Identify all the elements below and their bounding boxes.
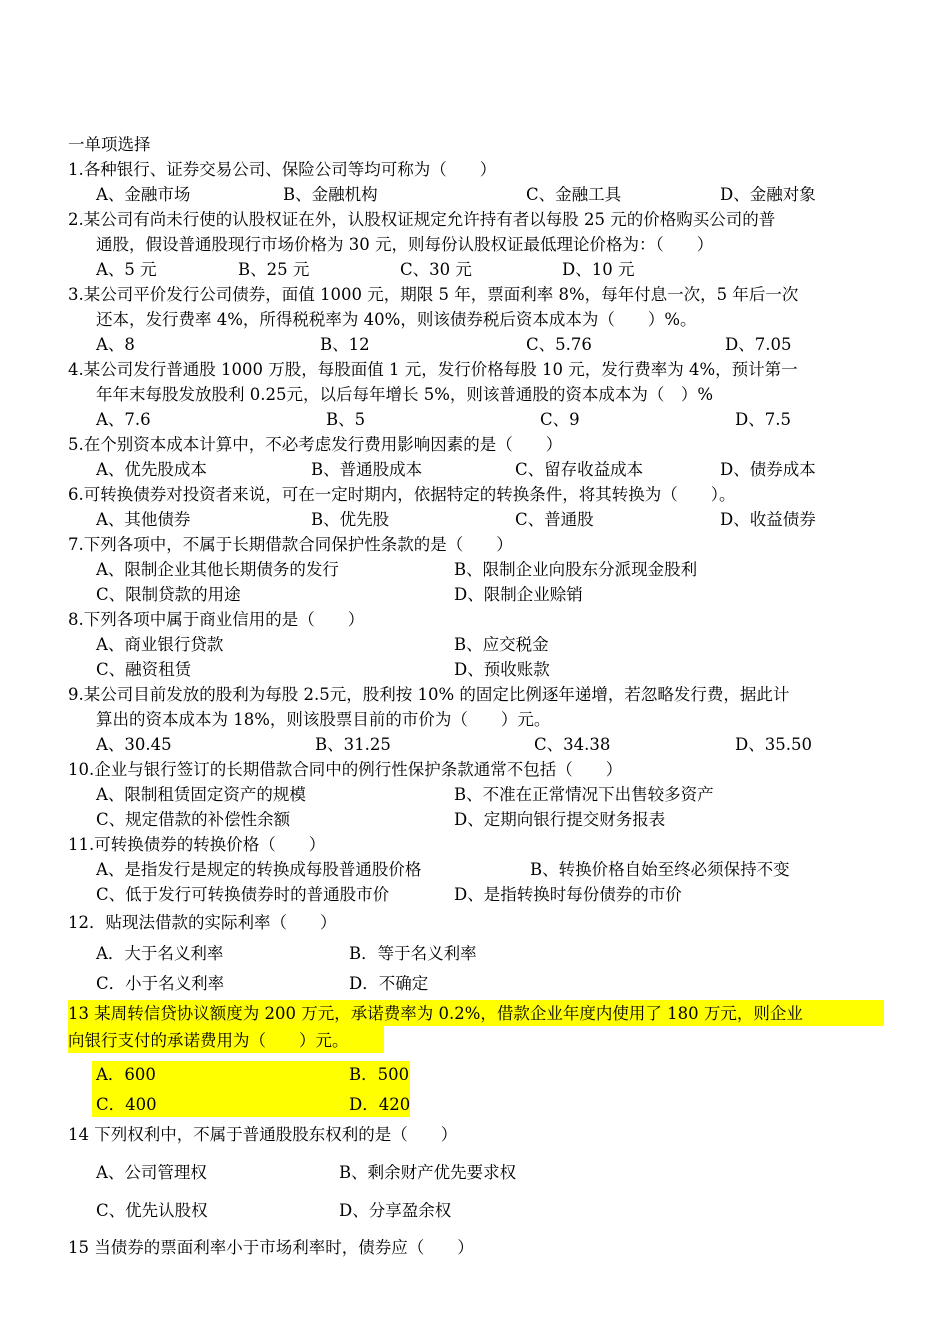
option-d: D．420 [349,1095,411,1114]
option-b: B．等于名义利率 [349,944,477,963]
option-a: A、是指发行是规定的转换成每股普通股价格 [96,860,422,879]
option-d: D、金融对象 [720,185,816,204]
question-stem: 5.在个别资本成本计算中，不必考虑发行费用影响因素的是（ ） [68,435,563,454]
option-c: C．小于名义利率 [96,974,225,993]
option-a: A、其他债券 [96,510,191,529]
option-a: A、商业银行贷款 [96,635,224,654]
option-c: C．400 [96,1095,157,1114]
question-stem: 12．贴现法借款的实际利率（ ） [68,913,337,932]
option-a: A、优先股成本 [96,460,207,479]
option-c: C、限制贷款的用途 [96,585,241,604]
option-b: B、25 元 [238,260,310,279]
option-c: C、融资租赁 [96,660,192,679]
option-d: D、预收账款 [454,660,550,679]
option-a: A、8 [96,335,135,354]
option-b: B、31.25 [315,735,391,754]
question-stem-continued: 还本，发行费率 4%，所得税税率为 40%，则该债券税后资本成本为（ ）%。 [96,310,697,329]
option-a: A、7.6 [96,410,151,429]
section-title: 一单项选择 [68,135,151,154]
option-d: D、是指转换时每份债券的市价 [454,885,682,904]
option-c: C、30 元 [400,260,472,279]
option-d: D、债券成本 [720,460,816,479]
option-d: D、定期向银行提交财务报表 [454,810,666,829]
option-a: A、公司管理权 [96,1163,207,1182]
question-stem-continued: 年年末每股发放股利 0.25元，以后每年增长 5%，则该普通股的资本成本为（ ）% [96,385,714,404]
option-d: D、7.5 [735,410,791,429]
option-c: C、9 [540,410,580,429]
option-b: B、剩余财产优先要求权 [339,1163,517,1182]
question-stem: 14 下列权利中，不属于普通股股东权利的是（ ） [68,1125,458,1144]
option-c: C、低于发行可转换债券时的普通股市价 [96,885,390,904]
option-c: C、34.38 [534,735,611,754]
option-a: A、限制企业其他长期债务的发行 [96,560,339,579]
option-d: D、10 元 [562,260,635,279]
option-b: B、转换价格自始至终必须保持不变 [530,860,790,879]
option-c: C、优先认股权 [96,1201,208,1220]
option-c: C、金融工具 [526,185,622,204]
option-d: D、7.05 [725,335,792,354]
question-stem: 4.某公司发行普通股 1000 万股，每股面值 1 元，发行价格每股 10 元，发行费率为 4%，预计第一 [68,360,798,379]
option-a: A．大于名义利率 [96,944,224,963]
question-stem: 9.某公司目前发放的股利为每股 2.5元，股利按 10% 的固定比例逐年递增，若忽略发行费，据此计 [68,685,790,704]
option-b: B、5 [326,410,366,429]
option-b: B、应交税金 [454,635,549,654]
question-stem-continued-highlighted: 向银行支付的承诺费用为（ ）元。 [68,1031,349,1050]
question-stem-highlighted: 13 某周转信贷协议额度为 200 万元，承诺费率为 0.2%，借款企业年度内使用了 180 万元，则企业 [68,1004,803,1023]
option-a: A、5 元 [96,260,157,279]
option-d: D、35.50 [735,735,812,754]
option-b: B、12 [320,335,370,354]
question-stem: 10.企业与银行签订的长期借款合同中的例行性保护条款通常不包括（ ） [68,760,623,779]
option-d: D、分享盈余权 [339,1201,452,1220]
option-a: A、30.45 [96,735,172,754]
option-b: B．500 [349,1065,410,1084]
question-stem: 11.可转换债券的转换价格（ ） [68,835,326,854]
option-b: B、普通股成本 [311,460,423,479]
option-d: D、收益债券 [720,510,816,529]
option-b: B、优先股 [311,510,390,529]
question-stem-continued: 算出的资本成本为 18%，则该股票目前的市价为（ ）元。 [96,710,551,729]
question-stem: 6.可转换债券对投资者来说，可在一定时期内，依据特定的转换条件，将其转换为（ ）。 [68,485,736,504]
question-stem: 1.各种银行、证券交易公司、保险公司等均可称为（ ） [68,160,497,179]
option-a: A、金融市场 [96,185,191,204]
option-a: A．600 [96,1065,156,1084]
option-c: C、留存收益成本 [515,460,644,479]
question-stem: 15 当债券的票面利率小于市场利率时，债券应（ ） [68,1238,474,1257]
question-stem: 3.某公司平价发行公司债券，面值 1000 元，期限 5 年，票面利率 8%，每年付息一次，5 年后一次 [68,285,799,304]
question-stem: 2.某公司有尚未行使的认股权证在外，认股权证规定允许持有者以每股 25 元的价格购买公司的普 [68,210,776,229]
question-stem: 8.下列各项中属于商业信用的是（ ） [68,610,365,629]
option-d: D．不确定 [349,974,429,993]
option-d: D、限制企业赊销 [454,585,583,604]
option-b: B、限制企业向股东分派现金股利 [454,560,698,579]
option-a: A、限制租赁固定资产的规模 [96,785,306,804]
question-stem: 7.下列各项中，不属于长期借款合同保护性条款的是（ ） [68,535,513,554]
option-b: B、金融机构 [283,185,378,204]
option-b: B、不准在正常情况下出售较多资产 [454,785,714,804]
option-c: C、5.76 [526,335,592,354]
option-c: C、普通股 [515,510,594,529]
option-c: C、规定借款的补偿性余额 [96,810,291,829]
question-stem-continued: 通股，假设普通股现行市场价格为 30 元，则每份认股权证最低理论价格为：（ ） [96,235,714,254]
